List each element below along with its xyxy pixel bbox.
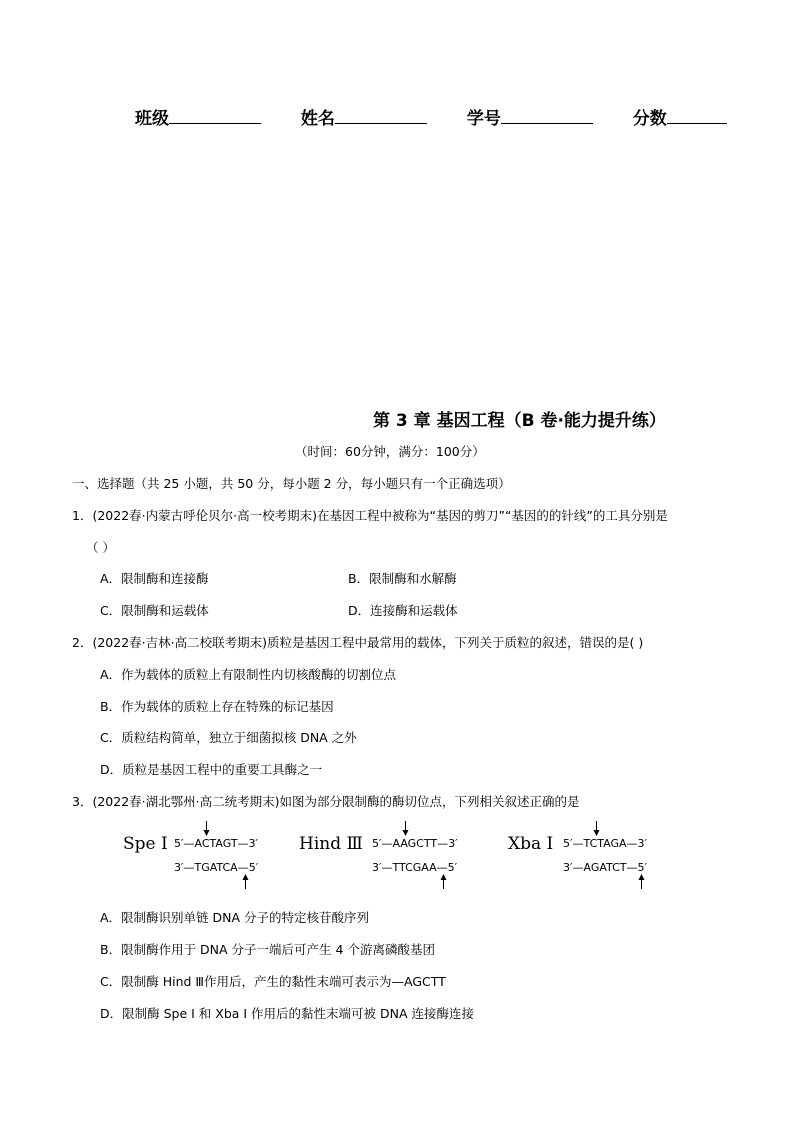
- student-info-row: [135, 104, 727, 129]
- section-heading: 一、选择题（共 25 小题，共 50 分，每小题 2 分，每小题只有一个正确选项）: [72, 476, 511, 491]
- question-1-option-a[interactable]: A．限制酶和连接酶: [100, 571, 209, 586]
- spe1-bottom-cut-arrow-icon: [241, 873, 250, 889]
- question-1-option-b[interactable]: B．限制酶和水解酶: [348, 571, 457, 586]
- xba1-bottom-cut-arrow-icon: [637, 873, 646, 889]
- name-blank[interactable]: [335, 107, 427, 124]
- xba1-bottom-strand: 3′—AGATCT—5′: [563, 861, 647, 874]
- name-field[interactable]: [301, 104, 427, 129]
- name-label: 姓名: [300, 109, 335, 129]
- class-label: 班级: [135, 109, 169, 129]
- spe1-bottom-strand: 3′—TGATCA—5′: [174, 861, 259, 874]
- question-1-answer-blank[interactable]: （ ）: [86, 540, 115, 555]
- enzyme-name-spe1: Spe Ⅰ: [123, 834, 168, 854]
- chapter-title: 第 3 章 基因工程（B 卷·能力提升练）: [373, 411, 666, 431]
- enzyme-name-xba1: Xba Ⅰ: [508, 834, 554, 854]
- question-3-option-a[interactable]: A．限制酶识别单链 DNA 分子的特定核苷酸序列: [100, 910, 370, 925]
- question-1-option-c[interactable]: C．限制酶和运载体: [100, 603, 209, 618]
- score-blank[interactable]: [667, 107, 727, 124]
- spe1-top-strand: 5′—ACTAGT—3′: [174, 837, 259, 850]
- question-1-option-d[interactable]: D．连接酶和运载体: [348, 603, 458, 618]
- question-2-option-a[interactable]: A．作为载体的质粒上有限制性内切核酸酶的切割位点: [100, 667, 397, 682]
- class-field[interactable]: [135, 104, 261, 129]
- enzyme-name-hind3: Hind Ⅲ: [299, 834, 363, 854]
- question-3-option-c[interactable]: C．限制酶 Hind Ⅲ作用后，产生的黏性末端可表示为—AGCTT: [100, 974, 446, 989]
- question-3-stem: 3．(2022春·湖北鄂州·高二统考期末)如图为部分限制酶的酶切位点，下列相关叙述正确的是: [72, 794, 580, 809]
- score-label: 分数: [632, 109, 667, 129]
- question-2-option-b[interactable]: B．作为载体的质粒上存在特殊的标记基因: [100, 699, 334, 714]
- exam-time-info: （时间：60分钟，满分：100分）: [295, 444, 485, 459]
- question-3-option-d[interactable]: D．限制酶 Spe I 和 Xba I 作用后的黏性末端可被 DNA 连接酶连接: [100, 1006, 475, 1021]
- xba1-top-cut-arrow-icon: [592, 821, 601, 837]
- student-id-blank[interactable]: [501, 107, 593, 124]
- score-field[interactable]: [633, 104, 727, 129]
- xba1-top-strand: 5′—TCTAGA—3′: [563, 837, 647, 850]
- class-blank[interactable]: [169, 107, 261, 124]
- hind3-bottom-cut-arrow-icon: [439, 873, 448, 889]
- spe1-top-cut-arrow-icon: [202, 821, 211, 837]
- question-2-option-d[interactable]: D．质粒是基因工程中的重要工具酶之一: [100, 762, 323, 777]
- hind3-top-cut-arrow-icon: [401, 821, 410, 837]
- question-2-option-c[interactable]: C．质粒结构简单，独立于细菌拟核 DNA 之外: [100, 730, 357, 745]
- question-1-stem: 1．(2022春·内蒙古呼伦贝尔·高一校考期末)在基因工程中被称为“基因的剪刀”“基因的的针线”的工具分别是: [72, 508, 668, 523]
- hind3-top-strand: 5′—AAGCTT—3′: [372, 837, 458, 850]
- question-2-stem: 2．(2022春·吉林·高二校联考期末)质粒是基因工程中最常用的载体，下列关于质粒的叙述，错误的是( ): [72, 635, 644, 650]
- hind3-bottom-strand: 3′—TTCGAA—5′: [372, 861, 458, 874]
- student-id-label: 学号: [466, 109, 501, 129]
- student-id-field[interactable]: [467, 104, 593, 129]
- question-3-option-b[interactable]: B．限制酶作用于 DNA 分子一端后可产生 4 个游离磷酸基团: [100, 942, 435, 957]
